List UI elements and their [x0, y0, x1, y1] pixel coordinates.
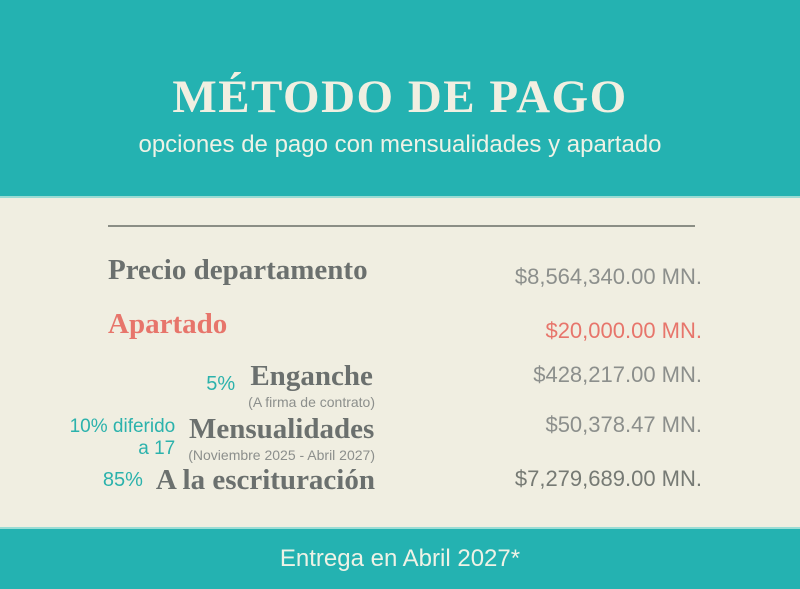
- row-label: Precio departamento: [108, 254, 368, 286]
- row-percent: 5%: [206, 372, 236, 395]
- row-amount: $50,378.47 MN.: [545, 411, 702, 437]
- row-label: Enganche: [250, 359, 373, 392]
- row-percent-line-2: a 17: [138, 437, 176, 459]
- row-sublabel: (Noviembre 2025 - Abril 2027): [188, 446, 375, 463]
- table-row-precio-departamento: [0, 253, 800, 290]
- header: [0, 0, 800, 198]
- row-label: Apartado: [108, 308, 228, 341]
- row-label-stack: [188, 412, 375, 463]
- row-label-group: [0, 359, 375, 410]
- row-label-stack: [156, 463, 375, 498]
- row-label: A la escrituración: [155, 464, 375, 497]
- table-row-mensualidades: [0, 412, 800, 463]
- table-row-escrituracion: [0, 463, 800, 498]
- row-amount: $7,279,689.00 MN.: [514, 466, 702, 492]
- payment-details: [0, 198, 800, 527]
- table-row-apartado: [0, 307, 800, 344]
- divider: [108, 225, 695, 227]
- row-amount: $428,217.00 MN.: [533, 361, 702, 387]
- row-amount: $8,564,340.00 MN.: [514, 264, 702, 289]
- row-percent: 85%: [102, 469, 143, 492]
- table-row-enganche: [0, 359, 800, 410]
- page-subtitle: opciones de pago con mensualidades y apartado: [138, 131, 662, 158]
- row-label-group: [0, 412, 375, 463]
- delivery-note: Entrega en Abril 2027*: [279, 545, 521, 572]
- row-sublabel: (A firma de contrato): [248, 393, 375, 410]
- row-percent-line-1: 10% diferido: [69, 415, 176, 437]
- row-percent: [70, 416, 176, 460]
- row-amount: $20,000.00 MN.: [545, 318, 702, 344]
- page-title: MÉTODO DE PAGO: [172, 71, 628, 123]
- footer: [0, 527, 800, 589]
- row-label: Mensualidades: [188, 412, 375, 445]
- row-label-group: [0, 463, 375, 498]
- row-label-stack: [248, 359, 375, 410]
